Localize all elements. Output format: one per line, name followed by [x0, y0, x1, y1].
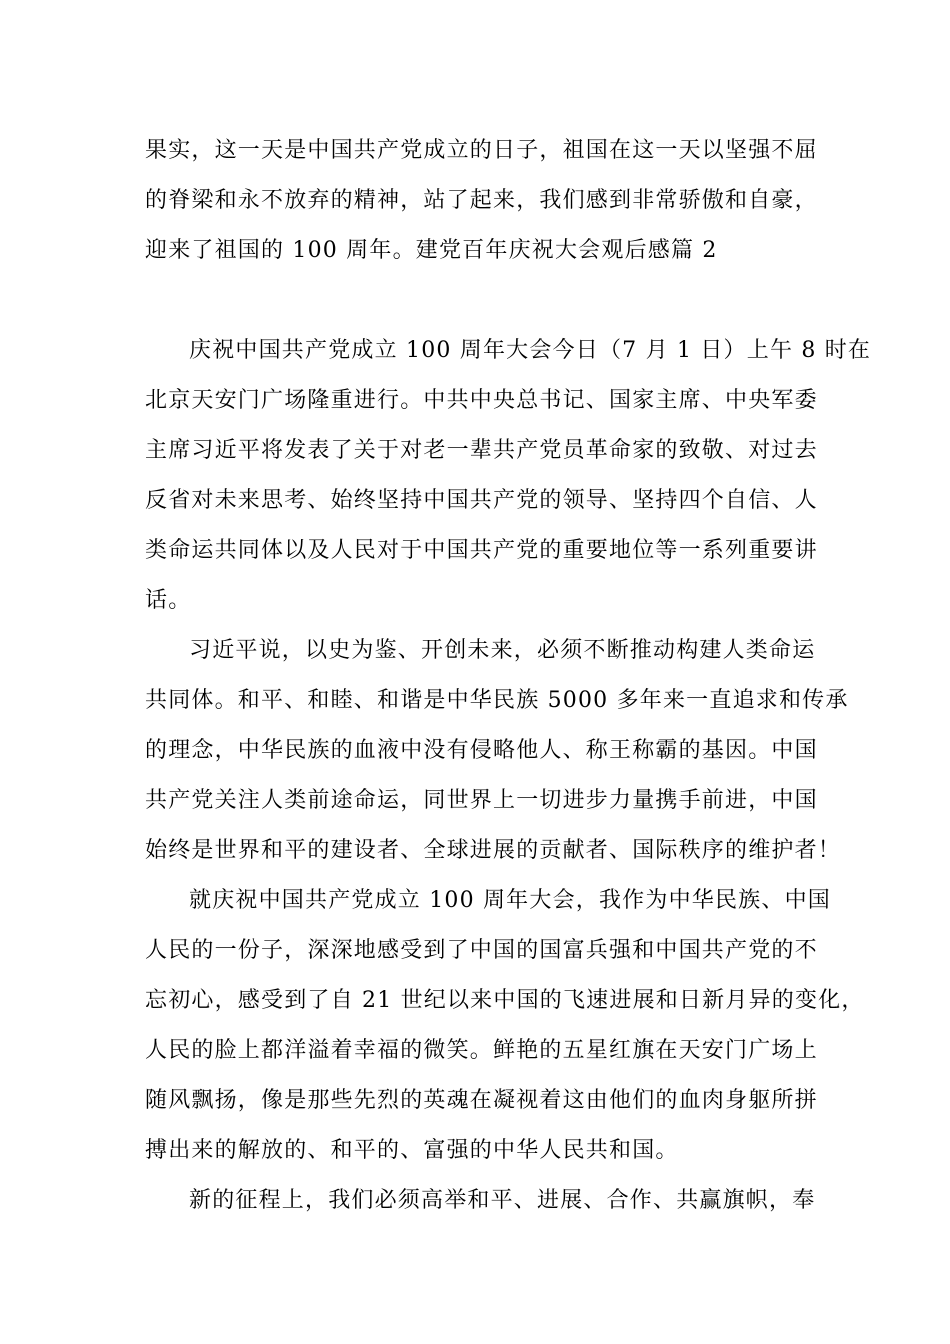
text-line: 迎来了祖国的 100 周年。建党百年庆祝大会观后感篇 2: [145, 238, 718, 263]
text-line: 共产党关注人类前途命运，同世界上一切进步力量携手前进，中国: [145, 788, 818, 813]
paragraph-first-line: 新的征程上，我们必须高举和平、进展、合作、共赢旗帜，奉: [189, 1188, 816, 1213]
text-line: 话。: [145, 588, 192, 613]
text-line: 共同体。和平、和睦、和谐是中华民族 5000 多年来一直追求和传承: [145, 688, 849, 713]
paragraph-first-line: 习近平说，以史为鉴、开创未来，必须不断推动构建人类命运: [189, 638, 816, 663]
text-line: 随风飘扬，像是那些先烈的英魂在凝视着这由他们的血肉身躯所拼: [145, 1088, 818, 1113]
paragraph-first-line: 就庆祝中国共产党成立 100 周年大会，我作为中华民族、中国: [189, 888, 831, 913]
text-line: 忘初心，感受到了自 21 世纪以来中国的飞速进展和日新月异的变化，: [145, 988, 865, 1013]
text-line: 搏出来的解放的、和平的、富强的中华人民共和国。: [145, 1138, 679, 1163]
paragraph-first-line: 庆祝中国共产党成立 100 周年大会今日（7 月 1 日）上午 8 时在: [189, 338, 872, 363]
text-line: 人民的一份子，深深地感受到了中国的国富兵强和中国共产党的不: [145, 938, 818, 963]
text-line: 的脊梁和永不放弃的精神，站了起来，我们感到非常骄傲和自豪，: [145, 188, 818, 213]
text-line: 类命运共同体以及人民对于中国共产党的重要地位等一系列重要讲: [145, 538, 818, 563]
text-line: 北京天安门广场隆重进行。中共中央总书记、国家主席、中央军委: [145, 388, 818, 413]
text-line: 人民的脸上都洋溢着幸福的微笑。鲜艳的五星红旗在天安门广场上: [145, 1038, 818, 1063]
text-line: 果实，这一天是中国共产党成立的日子，祖国在这一天以坚强不屈: [145, 138, 818, 163]
text-line: 始终是世界和平的建设者、全球进展的贡献者、国际秩序的维护者！: [145, 838, 842, 863]
text-line: 主席习近平将发表了关于对老一辈共产党员革命家的致敬、对过去: [145, 438, 818, 463]
text-line: 反省对未来思考、始终坚持中国共产党的领导、坚持四个自信、人: [145, 488, 818, 513]
text-line: 的理念，中华民族的血液中没有侵略他人、称王称霸的基因。中国: [145, 738, 818, 763]
